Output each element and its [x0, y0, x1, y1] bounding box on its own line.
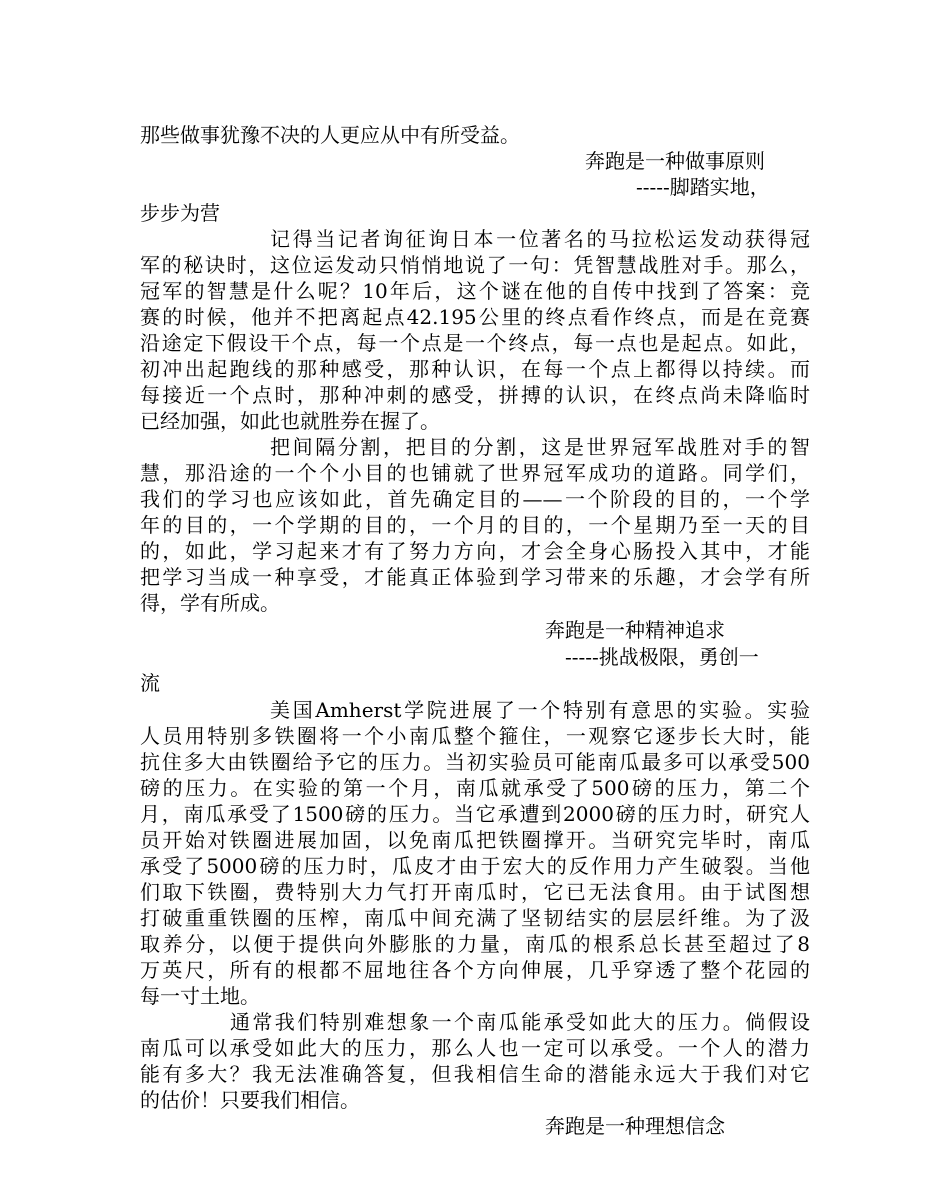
section3-para2-line: 南瓜可以承受如此大的压力，那么人也一定可以承受。一个人的潜力 [140, 1036, 810, 1060]
section2-para2-line: 的，如此，学习起来才有了努力方向，才会全身心肠投入其中，才能 [140, 539, 810, 563]
section4-heading: 奔跑是一种理想信念 [545, 1114, 725, 1138]
section2-para2-line: 得，学有所成。 [140, 591, 280, 615]
section2-para1-line: 沿途定下假设干个点，每一个点是一个终点，每一点也是起点。如此， [140, 331, 810, 355]
section3-para2-line: 能有多大？我无法准确答复，但我相信生命的潜能永远大于我们对它 [140, 1062, 810, 1086]
section3-para1-line: 取养分，以便于提供向外膨胀的力量，南瓜的根系总长甚至超过了8 [140, 932, 810, 956]
section2-para2-line: 把学习当成一种享受，才能真正体验到学习带来的乐趣，才会学有所 [140, 565, 810, 589]
section3-para1-line: 磅的压力。在实验的第一个月，南瓜就承受了500磅的压力，第二个 [140, 776, 810, 800]
section2-para2-line: 慧，那沿途的一个个小目的也铺就了世界冠军成功的道路。同学们， [140, 461, 810, 485]
section2-para2-line: 年的目的，一个学期的目的，一个月的目的，一个星期乃至一天的目 [140, 513, 810, 537]
section3-subtitle-line2: 流 [140, 671, 160, 695]
section2-heading: 奔跑是一种做事原则 [585, 149, 765, 173]
section3-para2-line: 通常我们特别难想象一个南瓜能承受如此大的压力。倘假设 [230, 1010, 810, 1034]
section2-para1-line: 已经加强，如此也就胜券在握了。 [140, 409, 440, 433]
section2-para1-line: 记得当记者询征询日本一位著名的马拉松运发动获得冠 [270, 227, 810, 251]
section3-para1-line: 们取下铁圈，费特别大力气打开南瓜时，它已无法食用。由于试图想 [140, 880, 810, 904]
section3-para1-line: 每一寸土地。 [140, 984, 260, 1008]
section3-para1-line: 月，南瓜承受了1500磅的压力。当它承遭到2000磅的压力时，研究人 [140, 802, 810, 826]
section2-para1-line: 军的秘诀时，这位运发动只悄悄地说了一句：凭智慧战胜对手。那么， [140, 253, 810, 277]
section2-para1-line: 每接近一个点时，那种冲刺的感受，拼搏的认识，在终点尚未降临时 [140, 383, 810, 407]
section2-para2-line: 我们的学习也应该如此，首先确定目的——一个阶段的目的，一个学 [140, 487, 810, 511]
section3-para2-line: 的估价！只要我们相信。 [140, 1088, 360, 1112]
section2-subtitle-line1: -----脚踏实地， [636, 175, 770, 199]
section3-para1-line: 承受了5000磅的压力时，瓜皮才由于宏大的反作用力产生破裂。当他 [140, 854, 810, 878]
section2-subtitle-line2: 步步为营 [140, 201, 220, 225]
section3-heading: 奔跑是一种精神追求 [545, 618, 725, 642]
section2-para2-line: 把间隔分割，把目的分割，这是世界冠军战胜对手的智 [270, 435, 810, 459]
section2-para1-line: 赛的时候，他并不把离起点42.195公里的终点看作终点，而是在竞赛 [140, 305, 810, 329]
section3-para1-line: 美国Amherst学院进展了一个特别有意思的实验。实验 [270, 698, 810, 722]
section3-para1-line: 人员用特别多铁圈将一个小南瓜整个箍住，一观察它逐步长大时，能 [140, 724, 810, 748]
section3-para1-line: 员开始对铁圈进展加固，以免南瓜把铁圈撑开。当研究完毕时，南瓜 [140, 828, 810, 852]
section2-para1-line: 冠军的智慧是什么呢？10年后，这个谜在他的自传中找到了答案：竞 [140, 279, 810, 303]
section3-para1-line: 打破重重铁圈的压榨，南瓜中间充满了坚韧结实的层层纤维。为了汲 [140, 906, 810, 930]
section2-para1-line: 初冲出起跑线的那种感受，那种认识，在每一个点上都得以持续。而 [140, 357, 810, 381]
section3-para1-line: 万英尺，所有的根都不屈地往各个方向伸展，几乎穿透了整个花园的 [140, 958, 810, 982]
section3-para1-line: 抗住多大由铁圈给予它的压力。当初实验员可能南瓜最多可以承受500 [140, 750, 810, 774]
intro-tail-line: 那些做事犹豫不决的人更应从中有所受益。 [140, 123, 520, 147]
section3-subtitle-line1: -----挑战极限，勇创一 [565, 645, 759, 669]
